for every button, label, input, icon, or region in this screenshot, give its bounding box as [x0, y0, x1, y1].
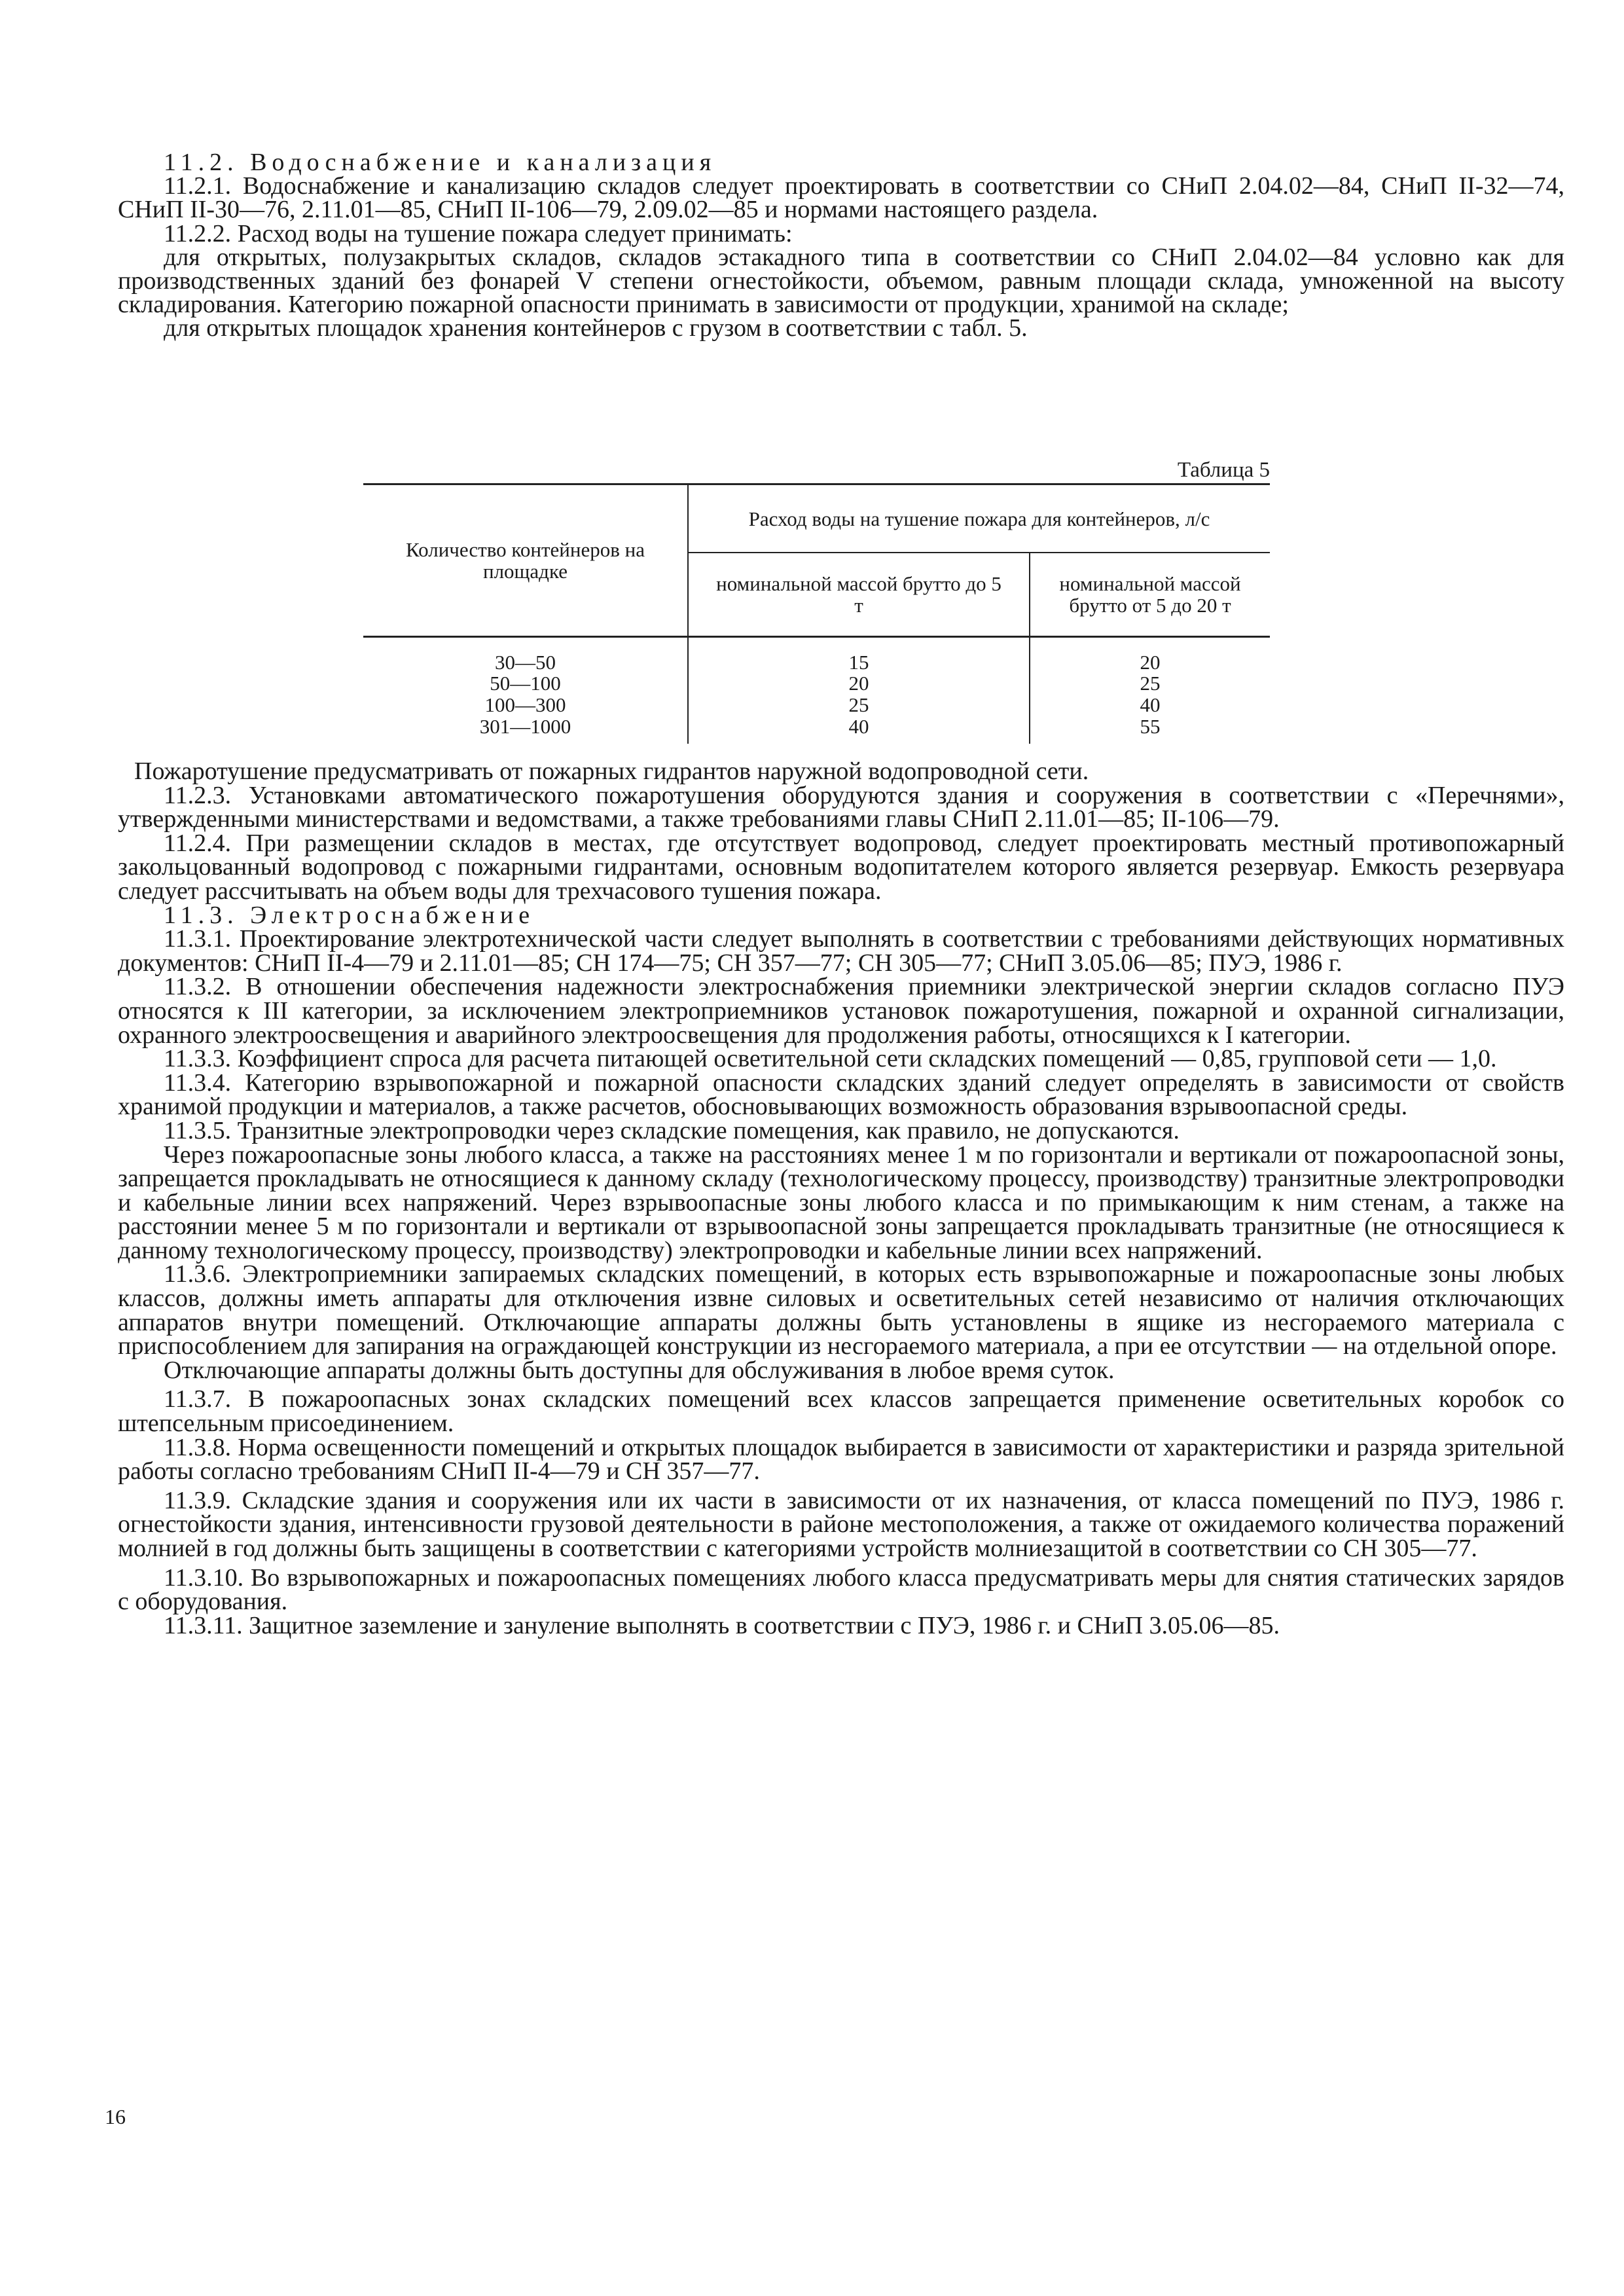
paragraph-11-3-8: 11.3.8. Норма освещенности помещений и открытых площадок выбирается в зависимости от характеристики и разряда зрительной работы согласно требованиям СНиП II-4—79 и СН 357—77.	[118, 1433, 1564, 1485]
col-header-5-to-20t	[1030, 553, 1270, 637]
cell-up-to-5t: 20	[688, 672, 1030, 694]
paragraph-11-3-7: 11.3.7. В пожароопасных зонах складских помещений всех классов запрещается применение осветительных коробок со штепсельным присоединением.	[118, 1385, 1564, 1438]
paragraph-11-2-2-open-warehouses: для открытых, полузакрытых складов, складов эстакадного типа в соответствии со СНиП 2.04.02—84 условно как для производственных зданий без фонарей V степени огнестойкости, объемом, равным площади склада, умноженной на высоту складирования. Категорию пожарной опасности принимать в зависимости от продукции, хранимой на складе;	[118, 243, 1564, 319]
cell-count: 100—300	[363, 694, 688, 716]
cell-5-to-20t: 55	[1140, 715, 1161, 738]
paragraph-11-3-5: 11.3.5. Транзитные электропроводки через складские помещения, как правило, не допускаются.	[164, 1116, 1180, 1144]
paragraph-11-2-4: 11.2.4. При размещении складов в местах, где отсутствует водопровод, следует проектировать местный противопожарный закольцованный водопровод с пожарными гидрантами, основным водопитателем которого является резервуар. Емкость резервуара следует рассчитывать на объем воды для трехчасового тушения пожара.	[118, 829, 1564, 905]
table-title: Таблица 5	[1177, 458, 1270, 482]
col-header-up-to-5t	[688, 553, 1030, 637]
paragraph-11-3-4: 11.3.4. Категорию взрывопожарной и пожарной опасности складских зданий следует определять в зависимости от свойств хранимой продукции и материалов, а также расчетов, обосновывающих возможность образования взрывоопасной среды.	[118, 1068, 1564, 1121]
table-row-100-300	[363, 694, 1270, 716]
cell-up-to-5t: 40	[688, 716, 1030, 744]
group-header-text: Расход воды на тушение пожара для контейнеров, л/с	[748, 507, 1210, 530]
water-consumption-table	[363, 483, 1270, 744]
col-header-5-to-20t-text: номинальной массой брутто от 5 до 20 т	[1059, 572, 1241, 617]
heading-water-supply: 11.2. Водоснабжение и канализация	[164, 149, 717, 176]
table-row-30-50	[363, 637, 1270, 673]
text-block-upper	[118, 151, 1564, 340]
table-row-50-100	[363, 672, 1270, 694]
cell-up-to-5t: 25	[688, 694, 1030, 716]
cell-up-to-5t: 15	[688, 637, 1030, 673]
paragraph-11-3-2: 11.3.2. В отношении обеспечения надежности электроснабжения приемники электрической энергии складов согласно ПУЭ относятся к III категории, за исключением электроприемников установок пожаротушения, пожарной и охранной сигнализации, охранного электроосвещения и аварийного электроосвещения для продолжения работы, относящихся к I категории.	[118, 973, 1564, 1049]
cell-5-to-20t: 40	[1140, 693, 1161, 716]
paragraph-11-3-9: 11.3.9. Складские здания и сооружения или их части в зависимости от их назначения, от класса помещений по ПУЭ, 1986 г. огнестойкости здания, интенсивности грузовой деятельности в районе местоположения, а также от ожидаемого количества поражений молнией в год должны быть защищены в соответствии с категориями устройств молниезащитой в соответствии со СН 305—77.	[118, 1486, 1564, 1562]
paragraph-11-2-3: 11.2.3. Установками автоматического пожаротушения оборудуются здания и сооружения в соответствии с «Перечнями», утвержденными министерствами и ведомствами, а также требованиями главы СНиП 2.11.01—85; II-106—79.	[118, 781, 1564, 833]
paragraph-11-2-2-container-sites: для открытых площадок хранения контейнеров с грузом в соответствии с табл. 5.	[164, 314, 1028, 342]
table-5	[363, 483, 1270, 744]
table-row-301-1000	[363, 716, 1270, 744]
paragraph-11-3-3: 11.3.3. Коэффициент спроса для расчета питающей осветительной сети складских помещений — 0,85, групповой сети — 1,0.	[164, 1045, 1497, 1073]
paragraph-11-3-5-transit-wiring: Через пожароопасные зоны любого класса, а также на расстояниях менее 1 м по горизонтали и вертикали от пожароопасной зоны, запрещается прокладывать не относящиеся к данному складу (технологическому процессу, производству) транзитные электропроводки и кабельные линии всех напряжений. Через взрывоопасные зоны любого класса и по примыкающим к ним стенам, а также на расстоянии менее 5 м по горизонтали и вертикали от взрывоопасной зоны запрещается прокладывать транзитные (не относящиеся к данному технологическому процессу, производству) электропроводки и кабельные линии всех напряжений.	[118, 1140, 1564, 1264]
page-number: 16	[105, 2105, 126, 2128]
col-header-container-count	[363, 484, 688, 637]
paragraph-fire-hydrants: Пожаротушение предусматривать от пожарных гидрантов наружной водопроводной сети.	[134, 757, 1089, 785]
col-header-container-count-text: Количество контейнеров на площадке	[406, 538, 645, 583]
paragraph-11-2-1: 11.2.1. Водоснабжение и канализацию складов следует проектировать в соответствии со СНиП 2.04.02—84, СНиП II-32—74, СНиП II-30—76, 2.11.01—85, СНиП II-106—79, 2.09.02—85 и нормами настоящего раздела.	[118, 172, 1564, 224]
group-header-water-consumption	[688, 484, 1270, 553]
paragraph-11-3-10: 11.3.10. Во взрывопожарных и пожароопасных помещениях любого класса предусматривать меры для снятия статических зарядов с оборудования.	[118, 1563, 1564, 1616]
paragraph-11-2-2: 11.2.2. Расход воды на тушение пожара следует принимать:	[164, 219, 793, 247]
cell-5-to-20t: 20	[1140, 651, 1161, 674]
heading-power-supply: 11.3. Электроснабжение	[164, 901, 535, 929]
paragraph-11-3-11: 11.3.11. Защитное заземление и зануление выполнять в соответствии с ПУЭ, 1986 г. и СНиП 3.05.06—85.	[164, 1611, 1280, 1639]
paragraph-11-3-6: 11.3.6. Электроприемники запираемых складских помещений, в которых есть взрывопожарные и пожароопасные зоны любых классов, должны иметь аппараты для отключения извне силовых и осветительных сетей независимо от наличия отключающих аппаратов внутри помещений. Отключающие аппараты должны быть установлены в ящике из несгораемого материала с приспособлением для запирания на ограждающей конструкции из несгораемого материала, а при ее отсутствии — на отдельной опоре.	[118, 1260, 1564, 1360]
cell-count: 30—50	[363, 637, 688, 673]
cell-count: 50—100	[363, 672, 688, 694]
paragraph-11-3-6-access: Отключающие аппараты должны быть доступны для обслуживания в любое время суток.	[164, 1356, 1115, 1384]
col-header-up-to-5t-text: номинальной массой брутто до 5 т	[716, 572, 1001, 617]
cell-count: 301—1000	[363, 716, 688, 744]
text-block-lower	[118, 759, 1564, 1637]
paragraph-11-3-1: 11.3.1. Проектирование электротехнической части следует выполнять в соответствии с требованиями действующих нормативных документов: СНиП II-4—79 и 2.11.01—85; СН 174—75; СН 357—77; СН 305—77; СНиП 3.05.06—85; ПУЭ, 1986 г.	[118, 925, 1564, 977]
cell-5-to-20t: 25	[1140, 672, 1161, 695]
